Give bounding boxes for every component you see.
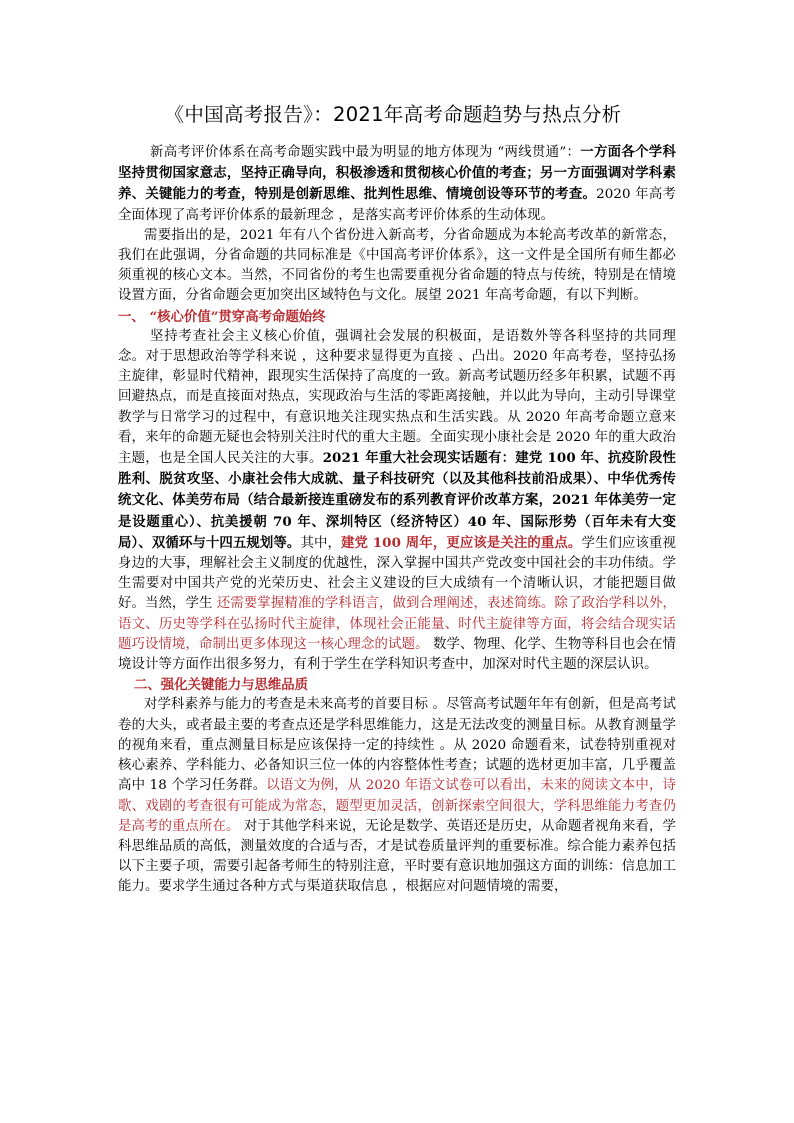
intro-bold-text: 一方面各个学科坚持贯彻国家意志，坚持正确导向，积极渗透和贯彻核心价值的考查；另一方面强调对学科素养、关键能力的考查，特别是创新思维、批判性思维、情境创设等环节的考查。: [118, 144, 677, 203]
page-title: 《中国高考报告》：2021年高考命题趋势与热点分析: [164, 103, 622, 126]
core-values-text: 坚持考查社会主义核心价值，强调社会发展的积极面，是语数外等各科坚持的共同理念。对于思想政治等学科来说 ，这种要求显得更为直接 、凸出。2020 年高考卷，坚持弘扬主旋律，彰显时代精神，跟现实生活保持了高度的一致。新高考试题历经多年积累，试题不再回避热点，而是直接面对热点，实现政治与生活的零距离接触，并以此为导向，主动引导课堂教学与日常学习的过程中，有意识地关注现实热点和生活实践。从 2020 年高考命题立意来看，来年的命题无疑也会特别关注时代的重大主题。全面实现小康社会是 2020 年的重大政治主题，也是全国人民关注的大事。: [118, 328, 676, 467]
paragraph-outlook: 需要指出的是，2021 年有八个省份进入新高考，分省命题成为本轮高考改革的新常态，我们在此强调，分省命题的共同标准是《中国高考评价体系》，这一文件是全国所有师生都必须重视的核心文本。当然，不同省份的考生也需要重视分省命题的特点与传统，特别是在情境设置方面，分省命题会更加突出区域特色与文化。展望 2021 年高考命题，有以下判断。: [118, 227, 676, 304]
document-page: [118, 100, 676, 898]
core-values-students-text: 学生们应该重视身边的大事，理解社会主义制度的优越性，深入掌握中国共产党改变中国社会的丰功伟绩。学生需要对中国共产党的光荣历史、社会主义建设的巨大成绩有一个清晰认识，才能把题目做好。当然，学生: [118, 535, 676, 612]
party-centenary-highlight: 建党 100 周年，更应该是关注的重点。: [340, 534, 582, 551]
core-values-closing-text: 数学、物理、化学、生物等科目也会在情境设计等方面作出很多努力，有利于学生在学科知识考查中，加深对时代主题的深层认识。: [118, 636, 676, 673]
subject-language-highlight: 还需要掌握精准的学科语言，做到合理阐述，表述简练。除了政治学科以外，语文、历史等学科在弘扬时代主旋律，体现社会正能量、时代主旋律等方面，将会结合现实话题巧设情境，命制出更多体现这一核心理念的试题。: [118, 596, 676, 652]
paragraph-intro: [118, 142, 676, 226]
key-abilities-closing-text: 对于其他学科来说，无论是数学、英语还是历史，从命题者视角来看，学科思维品质的高低，测量效度的合适与否，才是试卷质量评判的重要标准。综合能力素养包括以下主要子项，需要引起备考师生的特别注意，平时要有意识地加强这方面的训练：信息加工能力。要求学生通过各种方式与渠道获取信息 ，根据应对问题情境的需要，: [118, 818, 676, 895]
paragraph-key-abilities: [118, 695, 676, 897]
social-topics-bold-text: 2021 年重大社会现实话题有：建党 100 年、抗疫阶段性胜利、脱贫攻坚、小康社会伟大成就、量子科技研究（以及其他科技前沿成果）、中华优秀传统文化、体美劳布局（结合最新接连重磅发布的系列教育评价改革方案，2021 年体美劳一定是设题重心）、抗美援朝 70 年、深圳特区（经济特区）40 年、国际形势（百年未有大变局）、双循环与十四五规划等。: [118, 450, 676, 551]
section-heading-core-values: 一、 “核心价值”贯穿高考命题始终: [118, 308, 326, 325]
section-heading-key-abilities: 二、强化关键能力与思维品质: [134, 677, 309, 694]
key-abilities-text: 对学科素养与能力的考查是未来高考的首要目标 。尽管高考试题年年有创新，但是高考试卷的大头，或者最主要的考查点还是学科思维能力，这是无法改变的测量目标。从教育测量学的视角来看，重点测量目标是应该保持一定的持续性 。从 2020 命题看来，试卷特别重视对核心素养、学科能力、必备知识三位一体的内容整体性考查；试题的选材更加丰富，几乎覆盖高中 18 个学习任务群。: [118, 697, 676, 794]
core-values-aside: 其中，: [300, 535, 341, 551]
paragraph-core-values: [118, 327, 676, 675]
intro-conclusion-text: 2020 年高考全面体现了高考评价体系的最新理念 ，是落实高考评价体系的生动体现。: [118, 187, 676, 223]
chinese-exam-highlight: 以语文为例，从 2020 年语文试卷可以看出，未来的阅读文本中，诗歌、戏剧的考查很有可能成为常态，题型更加灵活，创新探索空间很大，学科思维能力考查仍是高考的重点所在。: [118, 778, 677, 834]
intro-text: 新高考评价体系在高考命题实践中最为明显的地方体现为 “两线贯通”：: [150, 145, 581, 160]
